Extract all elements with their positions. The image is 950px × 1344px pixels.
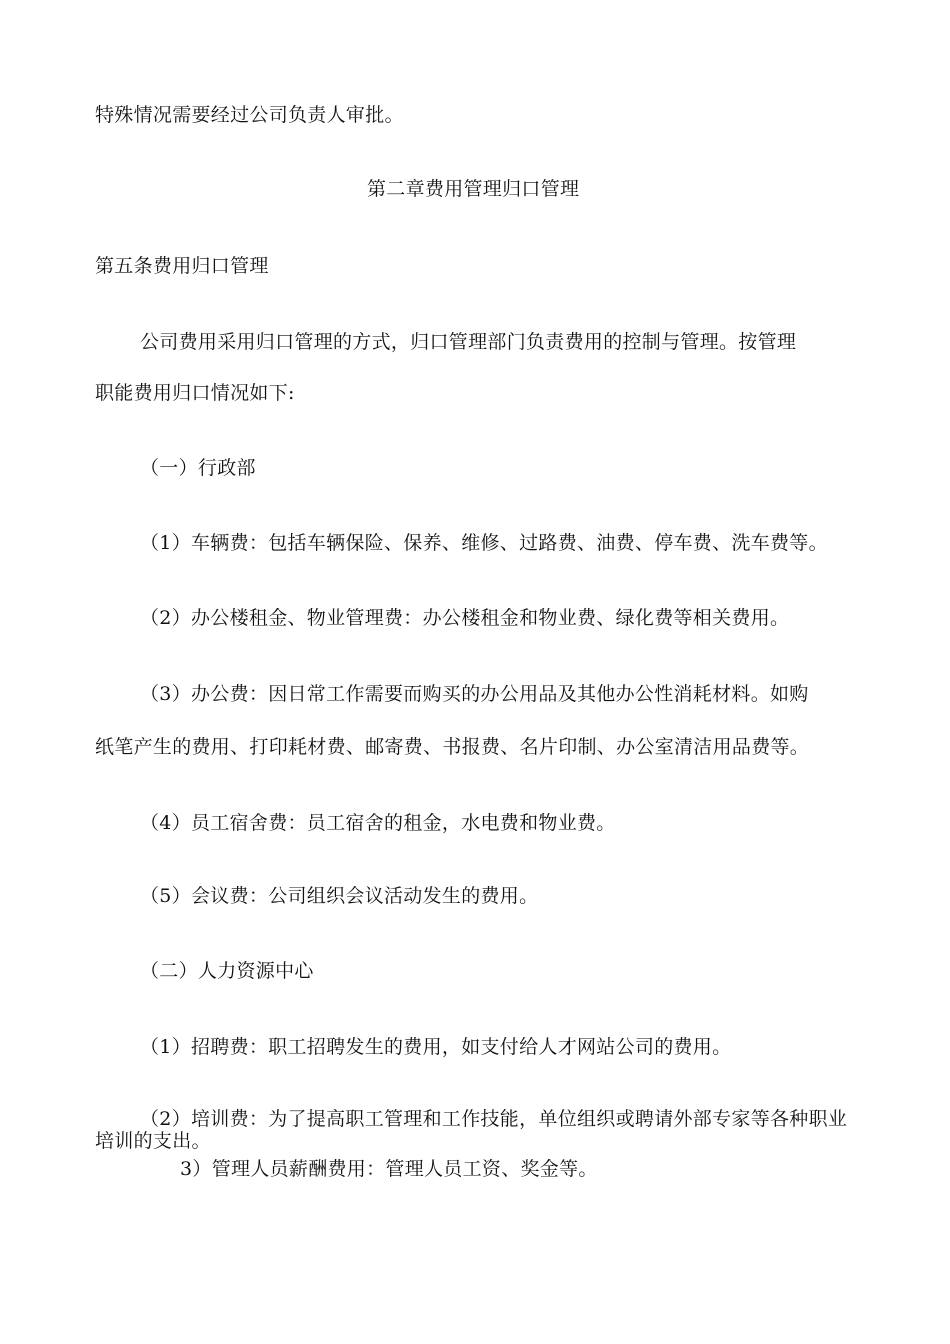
- section-hr-heading: （二）人力资源中心: [140, 960, 314, 982]
- item-training-fee: （2）培训费：为了提高职工管理和工作技能，单位组织或聘请外部专家等各种职业培训的支出。: [95, 1108, 848, 1152]
- chapter-heading: 第二章费用管理归口管理: [367, 178, 580, 200]
- item-management-salary: 3）管理人员薪酬费用：管理人员工资、奖金等。: [180, 1158, 598, 1180]
- item-office-expense-line1: （3）办公费：因日常工作需要而购买的办公用品及其他办公性消耗材料。如购: [140, 683, 809, 705]
- item-dormitory-fee: （4）员工宿舍费：员工宿舍的租金，水电费和物业费。: [140, 812, 616, 834]
- item-vehicle-fee: （1）车辆费：包括车辆保险、保养、维修、过路费、油费、停车费、洗车费等。: [140, 532, 828, 554]
- paragraph-intro-line2: 职能费用归口情况如下:: [95, 382, 295, 404]
- item-office-rent: （2）办公楼租金、物业管理费：办公楼租金和物业费、绿化费等相关费用。: [140, 607, 790, 629]
- paragraph-intro-line1: 公司费用采用归口管理的方式，归口管理部门负责费用的控制与管理。按管理: [140, 331, 797, 353]
- section-admin-heading: （一）行政部: [140, 457, 256, 479]
- item-office-expense-line2: 纸笔产生的费用、打印耗材费、邮寄费、书报费、名片印制、办公室清洁用品费等。: [95, 736, 810, 758]
- item-recruitment-fee: （1）招聘费：职工招聘发生的费用，如支付给人才网站公司的费用。: [140, 1036, 732, 1058]
- article-heading: 第五条费用归口管理: [95, 255, 269, 277]
- item-meeting-fee: （5）会议费：公司组织会议活动发生的费用。: [140, 885, 539, 907]
- paragraph-approval: 特殊情况需要经过公司负责人审批。: [95, 104, 404, 126]
